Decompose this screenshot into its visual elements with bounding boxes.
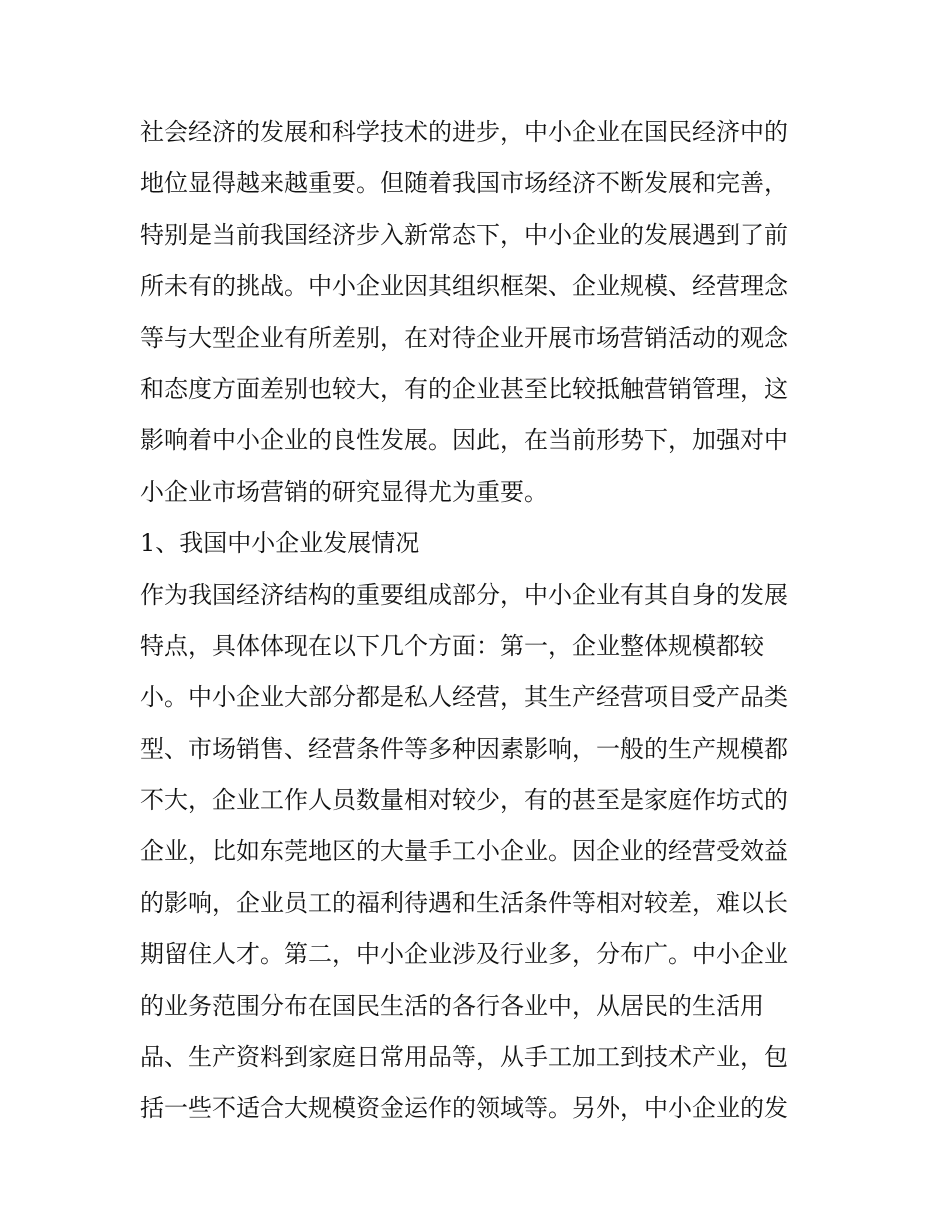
body-paragraph bbox=[140, 570, 820, 1135]
text-line: 小。中小企业大部分都是私人经营，其生产经营项目受产品类 bbox=[140, 683, 788, 712]
text-line: 的影响，企业员工的福利待遇和生活条件等相对较差，难以长 bbox=[140, 888, 788, 917]
document-body bbox=[140, 107, 820, 1135]
intro-paragraph bbox=[140, 107, 820, 518]
text-line: 地位显得越来越重要。但随着我国市场经济不断发展和完善， bbox=[140, 169, 788, 198]
text-line: 社会经济的发展和科学技术的进步，中小企业在国民经济中的 bbox=[140, 118, 788, 146]
text-line: 作为我国经济结构的重要组成部分，中小企业有其自身的发展 bbox=[140, 580, 788, 609]
text-line: 和态度方面差别也较大，有的企业甚至比较抵触营销管理，这 bbox=[140, 374, 788, 403]
text-line: 企业，比如东莞地区的大量手工小企业。因企业的经营受效益 bbox=[140, 837, 788, 866]
section-heading: 1、我国中小企业发展情况 bbox=[140, 529, 420, 558]
text-line: 特别是当前我国经济步入新常态下，中小企业的发展遇到了前 bbox=[140, 220, 788, 249]
text-line: 小企业市场营销的研究显得尤为重要。 bbox=[140, 477, 548, 506]
text-line: 期留住人才。第二，中小企业涉及行业多，分布广。中小企业 bbox=[140, 940, 788, 969]
text-line: 的业务范围分布在国民生活的各行各业中，从居民的生活用 bbox=[140, 991, 764, 1020]
text-line: 影响着中小企业的良性发展。因此，在当前形势下，加强对中 bbox=[140, 426, 788, 455]
text-line: 型、市场销售、经营条件等多种因素影响，一般的生产规模都 bbox=[140, 734, 788, 763]
text-line: 不大，企业工作人员数量相对较少，有的甚至是家庭作坊式的 bbox=[140, 786, 788, 815]
text-line: 等与大型企业有所差别，在对待企业开展市场营销活动的观念 bbox=[140, 323, 788, 352]
text-line: 括一些不适合大规模资金运作的领域等。另外，中小企业的发 bbox=[140, 1094, 788, 1123]
text-line: 特点，具体体现在以下几个方面：第一，企业整体规模都较 bbox=[140, 631, 764, 660]
text-line: 品、生产资料到家庭日常用品等，从手工加工到技术产业，包 bbox=[140, 1043, 788, 1072]
text-line: 所未有的挑战。中小企业因其组织框架、企业规模、经营理念 bbox=[140, 272, 788, 301]
